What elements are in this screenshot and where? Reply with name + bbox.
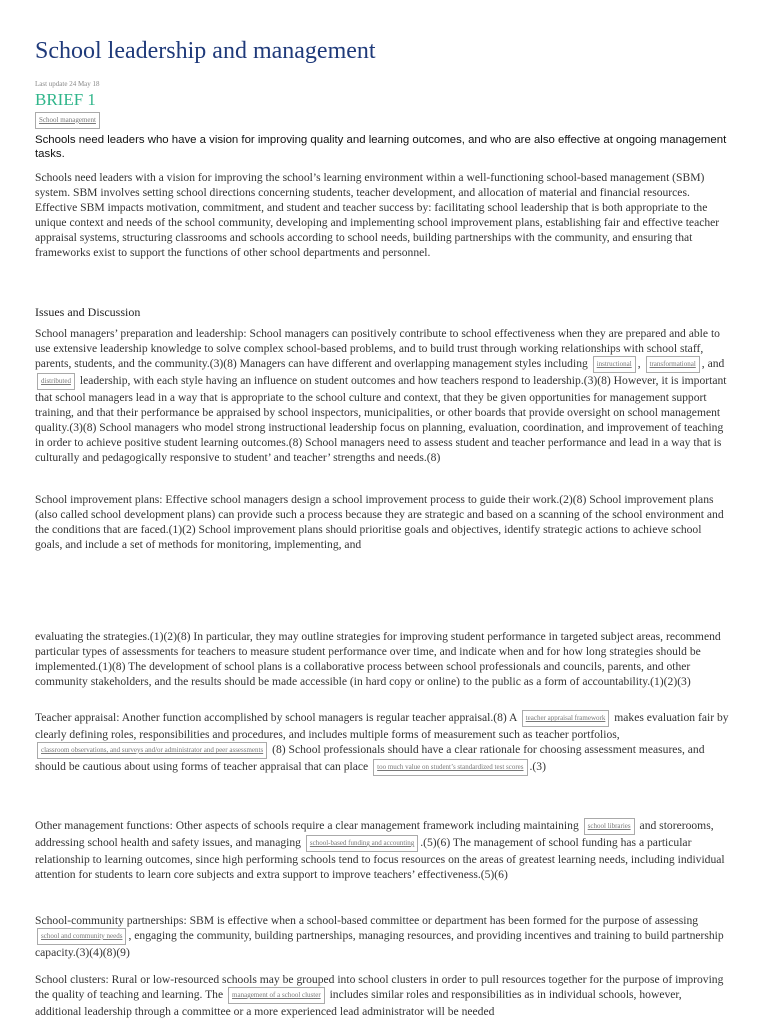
clusters-text-b: includes similar roles and responsibilities as in individual schools, however, additional leadership through a committee or a more experienced lead administrator will be needed — [35, 988, 682, 1018]
community-text-b: , engaging the community, building partnerships, managing resources, and providing incentives and training to build partnership capacity.(3)(4)(8)(9) — [35, 929, 724, 959]
clusters-text-a: School clusters: Rural or low-resourced schools may be grouped into school clusters in order to pull resources together for the purpose of improving the quality of teaching and learning. The — [35, 973, 724, 1002]
clusters-paragraph — [35, 972, 730, 1019]
brief-label: BRIEF 1 — [35, 90, 96, 109]
page-title: School leadership and management — [35, 38, 376, 64]
managers-paragraph — [35, 326, 730, 465]
appraisal-text-a: Teacher appraisal: Another function accomplished by school managers is regular teacher appraisal.(8) A — [35, 711, 517, 725]
other-text-c: .(5)(6) The management of school funding has a particular relationship to learning outcomes, since high performing schools tend to focus resources on the areas of greatest learning needs, including individual attention for students to learn core subjects and extra support to improve teachers’ effectiveness.(5)(6) — [35, 836, 725, 881]
tag-school-based-funding[interactable]: school-based funding and accounting — [306, 835, 418, 852]
tag-school-libraries[interactable]: school libraries — [584, 818, 635, 835]
lead-paragraph: Schools need leaders who have a vision for improving quality and learning outcomes, and who are also effective at ongoing management tasks. — [35, 134, 727, 160]
tag-school-management[interactable]: School management — [35, 112, 100, 129]
tag-distributed[interactable]: distributed — [37, 373, 75, 390]
appraisal-text-c: (8) School professionals should have a clear rationale for choosing assessment measures, and should be cautious about using forms of teacher appraisal that can place — [35, 743, 705, 774]
intro-paragraph: Schools need leaders with a vision for improving the school’s learning environment within a well-functioning school-based management (SBM) system. SBM involves setting school directions concerning students, teacher development, and allocation of material and financial resources. Effective SBM impacts motivation, commitment, and student and teacher success by: facilitating school leadership that is both appropriate to the unique context and needs of the school community, developing and implementing school improvement plans, establishing fair and effective teacher appraisal systems, structuring classrooms and schools according to school needs, building partnerships with the community, and ensuring that frameworks exist to support the functions of other school departments and personnel. — [35, 171, 720, 259]
appraisal-paragraph — [35, 710, 730, 776]
last-update-date: Last update 24 May 18 — [35, 80, 100, 88]
issues-heading: Issues and Discussion — [35, 305, 141, 319]
tag-classroom-observations[interactable]: classroom observations, and surveys and/or administrator and peer assessments — [37, 742, 267, 759]
tag-transformational[interactable]: transformational — [646, 356, 700, 373]
managers-text-b: leadership, with each style having an influence on student outcomes and how teachers respond to leadership.(3)(8) However, it is important that school managers lead in a way that is appropriate to the school culture and context, that they be given opportunities for management support training, and that their performance be appraised by school inspectors, municipalities, or other boards that provide oversight on school management quality.(3)(8) School managers who model strong instructional leadership focus on planning, evaluation, coordination, and improvement of teaching in order to achieve positive student learning outcomes.(8) School managers need to assess student and teacher performance and lead in a way that is culturally and pedagogically responsive to student’ and teacher’ strengths and needs.(8) — [35, 374, 727, 464]
managers-sep2: , and — [701, 357, 725, 371]
other-functions-paragraph — [35, 818, 730, 882]
community-paragraph — [35, 913, 730, 960]
appraisal-text-b: makes evaluation fair by clearly defining roles, responsibilities and procedures, and includes multiple forms of measurement such as teacher portfolios, — [35, 711, 729, 741]
tag-standardized-test-scores[interactable]: too much value on student’s standardized test scores — [373, 759, 527, 776]
appraisal-text-d: .(3) — [529, 760, 546, 774]
tag-instructional[interactable]: instructional — [593, 356, 636, 373]
other-text-b: and storerooms, addressing school health and safety issues, and managing — [35, 819, 714, 850]
community-text-a: School-community partnerships: SBM is effective when a school-based committee or department has been formed for the purpose of assessing — [35, 914, 699, 927]
other-text-a: Other management functions: Other aspects of schools require a clear management framework including maintaining — [35, 819, 579, 833]
managers-text-a: School managers’ preparation and leadership: School managers can positively contribute to school effectiveness when they are prepared and able to use extensive leadership knowledge to solve complex school-based problems, and to build trust through working relationships with school staff, parents, students, and the community.(3)(8) Managers can have different and overlapping management styles including — [35, 327, 720, 371]
managers-sep1: , — [637, 357, 641, 371]
tag-school-community-needs[interactable]: school and community needs — [37, 928, 126, 945]
top-tag-row — [35, 111, 730, 129]
plans-continued-paragraph: evaluating the strategies.(1)(2)(8) In particular, they may outline strategies for improving student performance in targeted subject areas, recommend particular types of assessments for teachers to measure student performance over time, and indicate when and for how long strategies should be implemented.(1)(8) The development of school plans is a collaborative process between school professionals and councils, parents, and other community stakeholders, and the results should be made accessible (in hard copy or online) to the public as a form of accountability.(1)(2)(3) — [35, 630, 721, 688]
tag-school-cluster-management[interactable]: management of a school cluster — [228, 987, 325, 1004]
tag-teacher-appraisal-framework[interactable]: teacher appraisal framework — [522, 710, 610, 727]
plans-paragraph: School improvement plans: Effective school managers design a school improvement process to guide their work.(2)(8) School improvement plans (also called school development plans) can provide such a process because they are strategic and based on a scanning of the school environment and the conditions that are faced.(1)(2) School improvement plans should prioritise goals and objectives, identify strategic actions to achieve school goals, and include a set of methods for monitoring, implementing, and — [35, 493, 724, 551]
